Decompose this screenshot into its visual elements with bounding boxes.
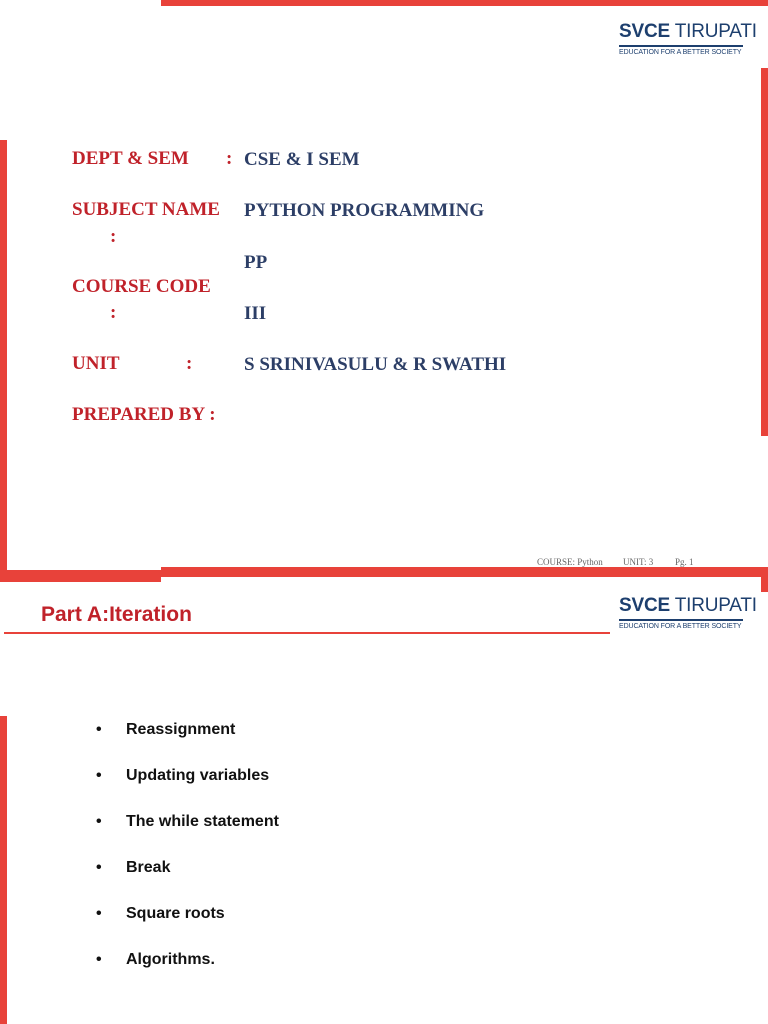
content-slide: Part A:Iteration SVCE TIRUPATI EDUCATION FOR A BETTER SOCIETY • Reassignment • Updating variables • The while statement • Break • Square roots • Algorithms. bbox=[0, 577, 768, 1024]
course-code-label: COURSE CODE bbox=[72, 276, 211, 297]
unit-value: III bbox=[244, 303, 267, 324]
title-underline bbox=[4, 632, 610, 634]
top-left-accent-bar bbox=[0, 577, 161, 582]
subject-name-colon: : bbox=[110, 226, 117, 247]
slide-separator bbox=[0, 570, 768, 577]
dept-sem-colon: : bbox=[226, 148, 233, 169]
footer-unit: UNIT: 3 bbox=[623, 557, 654, 567]
course-code-value: PP bbox=[244, 252, 268, 273]
footer-page: Pg. 1 bbox=[675, 557, 694, 567]
subject-name-label: SUBJECT NAME bbox=[72, 199, 220, 220]
left-accent-bar bbox=[0, 140, 7, 570]
course-code-colon: : bbox=[110, 302, 117, 323]
svce-logo: SVCE TIRUPATI EDUCATION FOR A BETTER SOCIETY bbox=[619, 595, 757, 630]
dept-sem-label: DEPT & SEM bbox=[72, 148, 189, 169]
unit-colon: : bbox=[186, 353, 193, 374]
top-right-accent-bar bbox=[761, 577, 768, 592]
prepared-by-value: S SRINIVASULU & R SWATHI bbox=[244, 354, 507, 375]
dept-sem-value: CSE & I SEM bbox=[244, 149, 360, 170]
unit-label: UNIT bbox=[72, 353, 120, 374]
left-accent-bar bbox=[0, 716, 7, 1024]
right-accent-bar bbox=[761, 68, 768, 436]
subject-name-value: PYTHON PROGRAMMING bbox=[244, 200, 485, 221]
svce-logo: SVCE TIRUPATI EDUCATION FOR A BETTER SOCIETY bbox=[619, 21, 757, 56]
footer-course: COURSE: Python bbox=[537, 557, 603, 567]
top-accent-bar bbox=[161, 0, 768, 6]
prepared-by-label: PREPARED BY : bbox=[72, 404, 216, 425]
slide-title: Part A:Iteration bbox=[41, 603, 192, 626]
